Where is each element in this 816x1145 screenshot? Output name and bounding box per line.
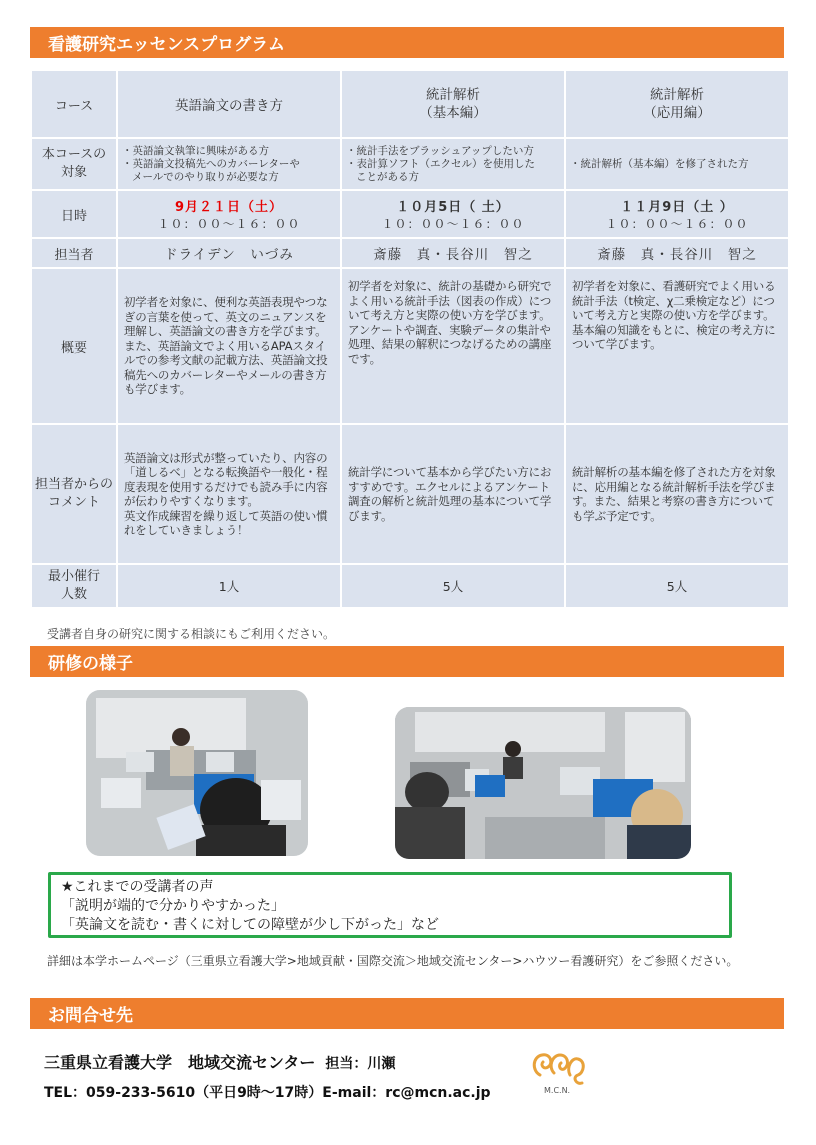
comment-stats-basic: 統計学について基本から学びたい方におすすめです。エクセルによるアンケート調査の解析と統計処理の基本について学びます。: [341, 424, 565, 564]
comment-stats-advanced: 統計解析の基本編を修了された方を対象に、応用編となる統計解析手法を学びます。また、結果と考察の書き方についても学ぶ予定です。: [565, 424, 789, 564]
lecturer-stats-basic: 斎藤 真・長谷川 智之: [341, 238, 565, 268]
section-title-program: 看護研究エッセンスプログラム: [30, 27, 784, 58]
section-title-scenes: 研修の様子: [30, 646, 784, 677]
target-item: ・英語論文投稿先へのカバーレターや メールでのやり取りが必要な方: [122, 157, 300, 183]
mcn-logo: [528, 1045, 590, 1097]
target-item: ・統計手法をブラッシュアップしたい方: [346, 144, 534, 157]
contact-person: 担当：川瀬: [325, 1056, 396, 1072]
date-text: 9月２１日（土）: [174, 200, 284, 215]
date-stats-basic: [341, 190, 565, 238]
min-stats-basic: 5人: [341, 564, 565, 608]
time-text: １０：００～１６：００: [605, 217, 749, 231]
row-label-date: 日時: [31, 190, 117, 238]
target-item: ・表計算ソフト（エクセル）を使用した ことがある方: [346, 157, 535, 183]
date-text: １１月9日（土 ）: [620, 200, 734, 215]
detail-note: 詳細は本学ホームページ（三重県立看護大学>地域貢献・国際交流＞地域交流センター>ハウツー看護研究）をご参照ください。: [47, 954, 739, 968]
contact-organization: [44, 1050, 395, 1073]
row-label-summary: 概要: [31, 268, 117, 424]
comment-english: 英語論文は形式が整っていたり、内容の「道しるべ」となる転換語や一般化・程度表現を使用するだけでも読み手に内容が伝わりやすくなります。 英文作成練習を繰り返して英語の使い慣れをしていきましょう！: [117, 424, 341, 564]
date-text: １０月5日（ 土）: [396, 200, 510, 215]
date-english: [117, 190, 341, 238]
row-label-lecturer: 担当者: [31, 238, 117, 268]
target-stats-advanced: [565, 138, 789, 190]
voice-item: 「英論文を読む・書くに対しての障壁が少し下がった」など: [61, 917, 439, 933]
target-item: ・英語論文執筆に興味がある方: [122, 144, 269, 157]
time-text: １０：００～１６：００: [157, 217, 301, 231]
min-english: 1人: [117, 564, 341, 608]
training-photo-2: [395, 707, 691, 859]
summary-stats-basic: 初学者を対象に、統計の基礎から研究でよく用いる統計手法（図表の作成）について考え方と実際の使い方を学びます。 アンケートや調査、実験データの集計や処理、結果の解釈につなげるための講座です。: [341, 268, 565, 424]
header-stats-basic: 統計解析 （基本編）: [341, 70, 565, 138]
target-item: ・統計解析（基本編）を修了された方: [570, 157, 749, 170]
training-photo-1: [86, 690, 308, 856]
course-table: [30, 69, 790, 609]
voices-heading: ★これまでの受講者の声: [61, 879, 214, 895]
header-course: コース: [31, 70, 117, 138]
target-stats-basic: [341, 138, 565, 190]
contact-tel-email: TEL：059-233-5610（平日9時～17時）E-mail：rc@mcn.ac.jp: [44, 1085, 491, 1101]
consult-note: 受講者自身の研究に関する相談にもご利用ください。: [47, 627, 336, 641]
date-stats-advanced: [565, 190, 789, 238]
org-name: 三重県立看護大学 地域交流センター: [44, 1053, 316, 1072]
section-title-contact: お問合せ先: [30, 998, 784, 1029]
logo-text: M.C.N.: [544, 1086, 571, 1095]
lecturer-stats-advanced: 斎藤 真・長谷川 智之: [565, 238, 789, 268]
min-stats-advanced: 5人: [565, 564, 789, 608]
row-label-target: 本コースの 対象: [31, 138, 117, 190]
participant-voices: [48, 872, 732, 938]
time-text: １０：００～１６：００: [381, 217, 525, 231]
target-english: [117, 138, 341, 190]
voice-item: 「説明が端的で分かりやすかった」: [61, 898, 285, 914]
lecturer-english: ドライデン いづみ: [117, 238, 341, 268]
row-label-min: 最小催行 人数: [31, 564, 117, 608]
classroom-photo-icon: [395, 707, 691, 859]
summary-stats-advanced: 初学者を対象に、看護研究でよく用いる統計手法（t検定、χ二乗検定など）について考え方と実際の使い方を学びます。 基本編の知識をもとに、検定の考え方について学びます。: [565, 268, 789, 424]
mcn-logo-icon: [528, 1045, 590, 1097]
header-english: 英語論文の書き方: [117, 70, 341, 138]
row-label-comment: 担当者からのコメント: [31, 424, 117, 564]
summary-english: 初学者を対象に、便利な英語表現やつなぎの言葉を使って、英文のニュアンスを理解し、英語論文の書き方を学びます。 また、英語論文でよく用いるAPAスタイルでの参考文献の記載方法、英語論文投稿先へのカバーレターやメールの書き方も学びます。: [117, 268, 341, 424]
classroom-photo-icon: [86, 690, 308, 856]
header-stats-advanced: 統計解析 （応用編）: [565, 70, 789, 138]
